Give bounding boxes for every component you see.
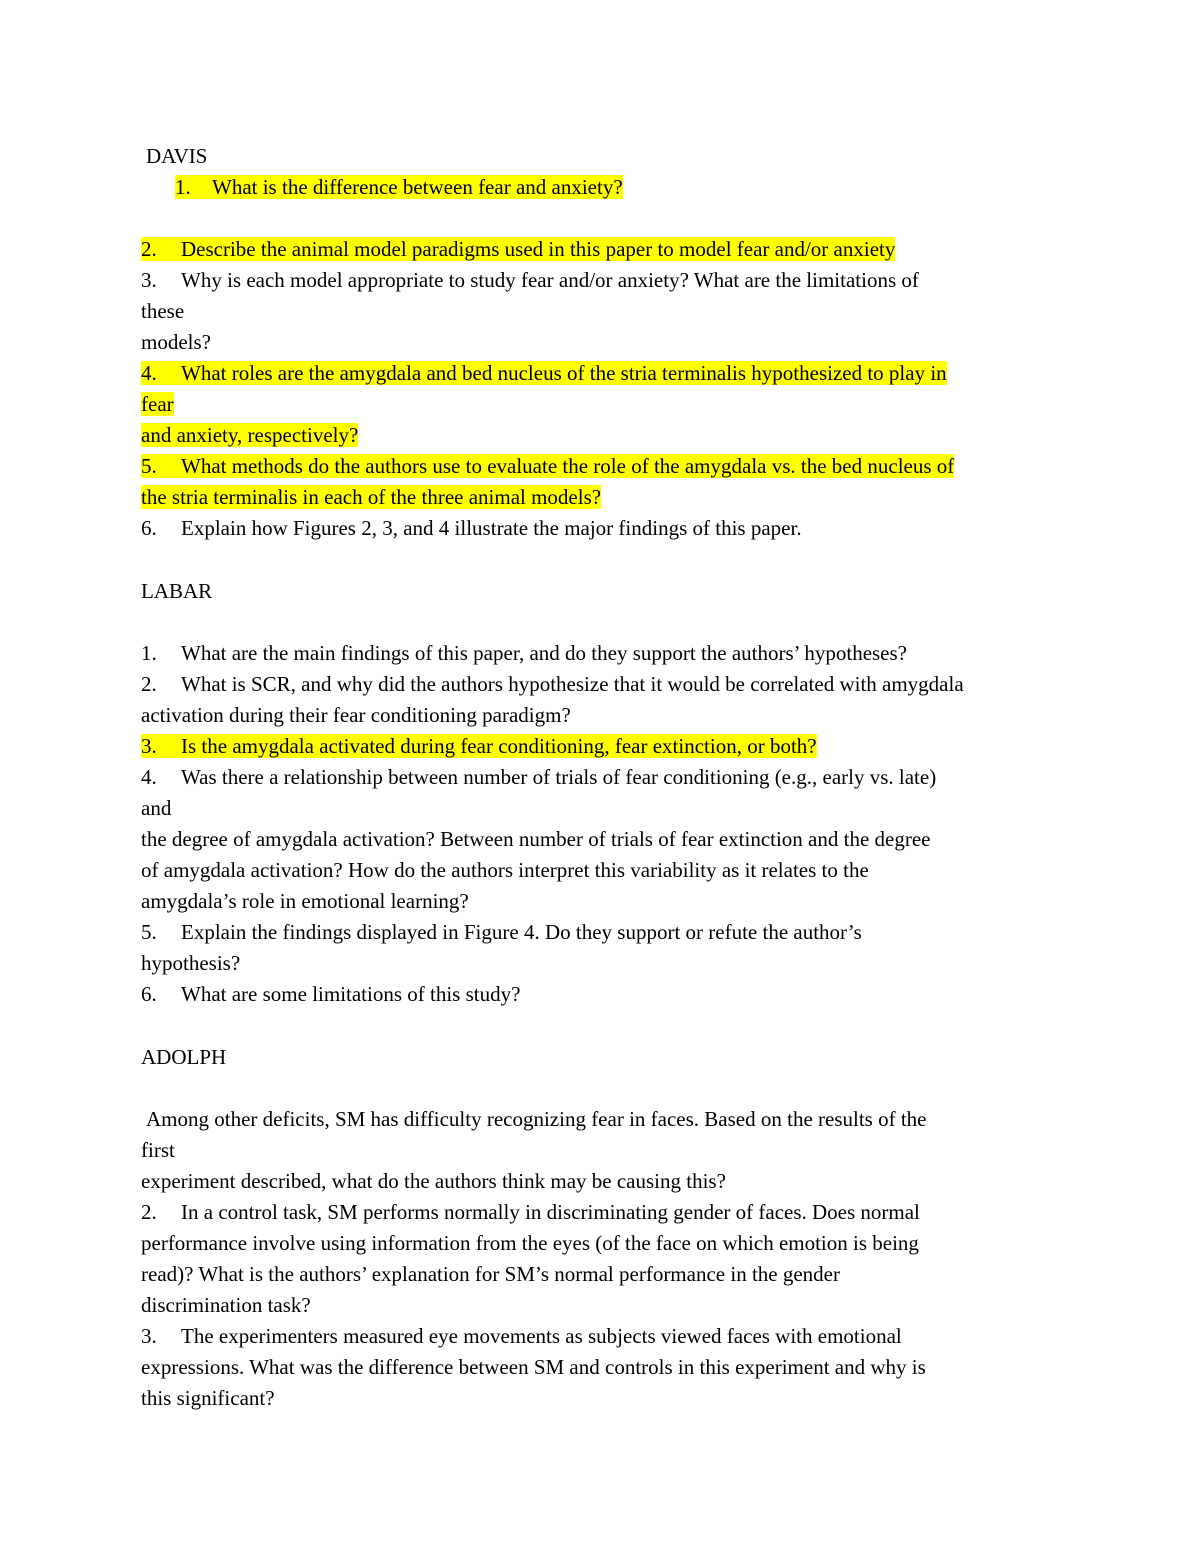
adolph-q3-text-1: The experimenters measured eye movements as subjects viewed faces with emotional [181,1324,902,1348]
davis-heading: DAVIS [146,144,208,168]
labar-q4-line3: the degree of amygdala activation? Between number of trials of fear extinction and the degree [141,827,931,851]
davis-q3-line1 [141,265,919,296]
davis-q5-text-2: the stria terminalis in each of the three animal models? [141,485,602,509]
davis-q1-text: What is the difference between fear and anxiety? [212,175,623,199]
davis-q5-line2 [141,482,601,513]
davis-q3-number: 3. [141,268,157,292]
davis-q6-text: Explain how Figures 2, 3, and 4 illustrate the major findings of this paper. [181,516,802,540]
labar-q1 [141,638,907,669]
labar-q2-number: 2. [141,672,157,696]
davis-q4-text-3: and anxiety, respectively? [141,423,359,447]
davis-q5-line1 [141,451,954,482]
labar-q5-line2: hypothesis? [141,951,241,975]
davis-q1 [175,172,623,203]
labar-q5-text-1: Explain the findings displayed in Figure 4. Do they support or refute the author’s [181,920,862,944]
labar-q4-text-1: Was there a relationship between number of trials of fear conditioning (e.g., early vs. late) [181,765,937,789]
labar-q2-line1 [141,669,964,700]
labar-q1-number: 1. [141,641,157,665]
labar-q2-text-1: What is SCR, and why did the authors hypothesize that it would be correlated with amygdala [181,672,964,696]
labar-q4-number: 4. [141,765,157,789]
labar-q1-text: What are the main findings of this paper, and do they support the authors’ hypotheses? [181,641,907,665]
davis-q2-number: 2. [141,237,157,261]
adolph-q1-line1: Among other deficits, SM has difficulty recognizing fear in faces. Based on the results of the [146,1107,927,1131]
labar-q2-line2: activation during their fear conditioning paradigm? [141,703,571,727]
labar-q3 [141,731,817,762]
davis-q4-line3 [141,420,358,451]
labar-q4-line4: of amygdala activation? How do the authors interpret this variability as it relates to the [141,858,869,882]
adolph-q2-line4: discrimination task? [141,1293,311,1317]
labar-q3-text: Is the amygdala activated during fear conditioning, fear extinction, or both? [181,734,817,758]
adolph-q3-line3: this significant? [141,1386,275,1410]
davis-q2 [141,234,895,265]
davis-q3-text-1: Why is each model appropriate to study fear and/or anxiety? What are the limitations of [181,268,919,292]
labar-q5-number: 5. [141,920,157,944]
labar-q3-number: 3. [141,734,157,758]
davis-q3-line2: these [141,299,185,323]
davis-q2-text: Describe the animal model paradigms used in this paper to model fear and/or anxiety [181,237,896,261]
davis-q5-number: 5. [141,454,157,478]
davis-q4-line1 [141,358,947,389]
adolph-q1-line3: experiment described, what do the authors think may be causing this? [141,1169,726,1193]
adolph-q2-line1 [141,1197,920,1228]
davis-q4-line2 [141,389,174,420]
adolph-q2-number: 2. [141,1200,157,1224]
davis-q4-number: 4. [141,361,157,385]
labar-q6 [141,979,520,1010]
davis-q5-text-1: What methods do the authors use to evaluate the role of the amygdala vs. the bed nucleus of [181,454,955,478]
adolph-q1-line2: first [141,1138,175,1162]
davis-q1-number: 1. [175,175,191,199]
labar-q4-line2: and [141,796,172,820]
labar-q6-number: 6. [141,982,157,1006]
labar-q4-line5: amygdala’s role in emotional learning? [141,889,469,913]
adolph-heading: ADOLPH [141,1045,227,1069]
adolph-q2-line3: read)? What is the authors’ explanation for SM’s normal performance in the gender [141,1262,840,1286]
labar-q6-text: What are some limitations of this study? [181,982,521,1006]
adolph-q2-text-1: In a control task, SM performs normally in discriminating gender of faces. Does normal [181,1200,920,1224]
adolph-q2-line2: performance involve using information from the eyes (of the face on which emotion is being [141,1231,919,1255]
davis-q4-text-2: fear [141,392,174,416]
davis-q3-line3: models? [141,330,211,354]
davis-q6-number: 6. [141,516,157,540]
davis-q6 [141,513,802,544]
labar-heading: LABAR [141,579,213,603]
adolph-q3-line2: expressions. What was the difference between SM and controls in this experiment and why is [141,1355,926,1379]
davis-q4-text-1: What roles are the amygdala and bed nucleus of the stria terminalis hypothesized to play in [181,361,947,385]
adolph-q3-line1 [141,1321,902,1352]
labar-q4-line1 [141,762,936,793]
adolph-q3-number: 3. [141,1324,157,1348]
labar-q5-line1 [141,917,862,948]
